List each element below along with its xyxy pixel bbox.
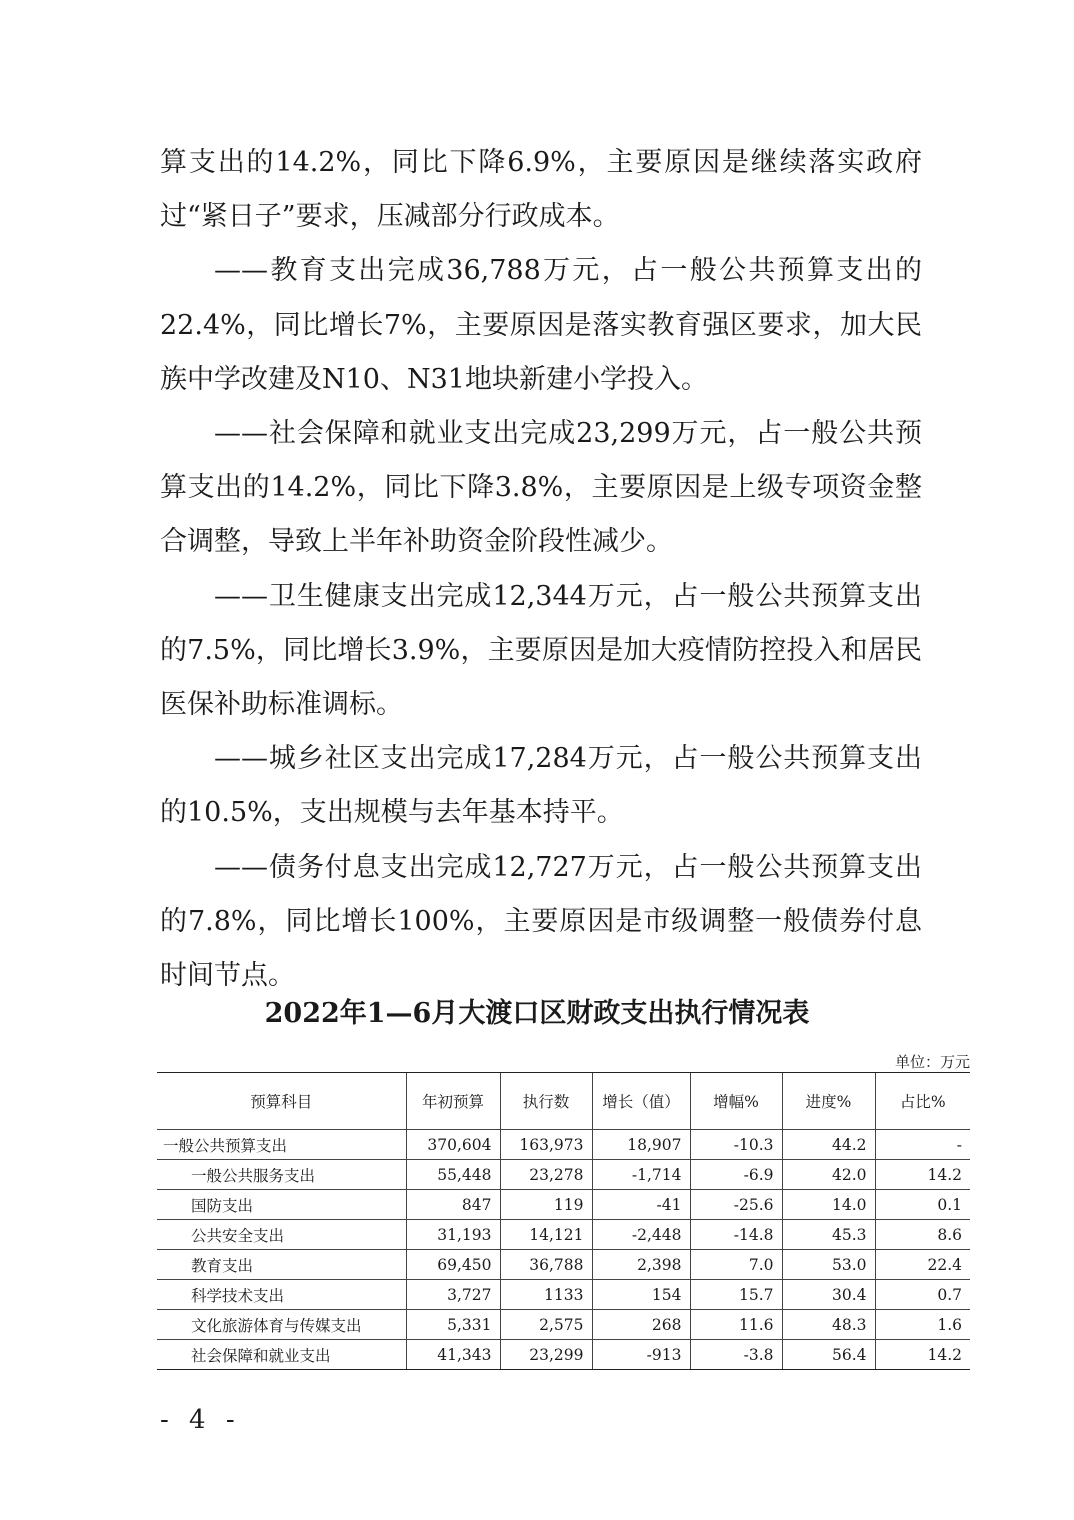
expenditure-table (157, 1072, 970, 1370)
row-progress: 56.4 (782, 1340, 875, 1370)
table-row (157, 1310, 970, 1340)
table-unit: 单位：万元 (894, 1053, 970, 1071)
row-budget: 41,343 (406, 1340, 500, 1370)
table-row (157, 1220, 970, 1250)
header-growth: 增长（值） (592, 1073, 690, 1130)
row-share: 1.6 (875, 1310, 970, 1340)
row-share: 8.6 (875, 1220, 970, 1250)
row-rate: 15.7 (690, 1280, 782, 1310)
paragraph: 算支出的14.2%，同比下降6.9%，主要原因是继续落实政府过“紧日子”要求，压减部分行政成本。 (160, 147, 922, 233)
header-rate: 增幅% (690, 1073, 782, 1130)
header-budget: 年初预算 (406, 1073, 500, 1130)
header-progress: 进度% (782, 1073, 875, 1130)
paragraph-health: ——卫生健康支出完成12,344万元，占一般公共预算支出的7.5%，同比增长3.9%，主要原因是加大疫情防控投入和居民医保补助标准调标。 (160, 580, 922, 721)
row-name: 国防支出 (157, 1190, 406, 1220)
row-actual: 119 (500, 1190, 592, 1220)
row-progress: 30.4 (782, 1280, 875, 1310)
row-rate: -3.8 (690, 1340, 782, 1370)
table-row (157, 1190, 970, 1220)
row-rate: -10.3 (690, 1130, 782, 1160)
row-name: 文化旅游体育与传媒支出 (157, 1310, 406, 1340)
row-rate: 11.6 (690, 1310, 782, 1340)
row-actual: 1133 (500, 1280, 592, 1310)
row-name: 科学技术支出 (157, 1280, 406, 1310)
table-row (157, 1160, 970, 1190)
row-rate: 7.0 (690, 1250, 782, 1280)
row-progress: 45.3 (782, 1220, 875, 1250)
paragraph-urban-rural: ——城乡社区支出完成17,284万元，占一般公共预算支出的10.5%，支出规模与去年基本持平。 (160, 743, 922, 829)
row-rate: -14.8 (690, 1220, 782, 1250)
row-progress: 42.0 (782, 1160, 875, 1190)
row-growth: 268 (592, 1310, 690, 1340)
table-row (157, 1340, 970, 1370)
paragraph-social-security: ——社会保障和就业支出完成23,299万元，占一般公共预算支出的14.2%，同比下降3.8%，主要原因是上级专项资金整合调整，导致上半年补助资金阶段性减少。 (160, 418, 922, 558)
table-row (157, 1250, 970, 1280)
row-growth: -1,714 (592, 1160, 690, 1190)
table-body (157, 1130, 970, 1370)
row-progress: 14.0 (782, 1190, 875, 1220)
row-name: 教育支出 (157, 1250, 406, 1280)
row-rate: -25.6 (690, 1190, 782, 1220)
row-name: 社会保障和就业支出 (157, 1340, 406, 1370)
row-actual: 14,121 (500, 1220, 592, 1250)
row-progress: 53.0 (782, 1250, 875, 1280)
row-budget: 370,604 (406, 1130, 500, 1160)
row-progress: 44.2 (782, 1130, 875, 1160)
row-growth: -41 (592, 1190, 690, 1220)
row-share: 14.2 (875, 1340, 970, 1370)
row-share: - (875, 1130, 970, 1160)
row-budget: 5,331 (406, 1310, 500, 1340)
row-share: 14.2 (875, 1160, 970, 1190)
row-rate: -6.9 (690, 1160, 782, 1190)
row-share: 22.4 (875, 1250, 970, 1280)
table-title: 2022年1—6月大渡口区财政支出执行情况表 (264, 998, 810, 1029)
row-actual: 2,575 (500, 1310, 592, 1340)
header-actual: 执行数 (500, 1073, 592, 1130)
row-growth: -2,448 (592, 1220, 690, 1250)
row-share: 0.1 (875, 1190, 970, 1220)
row-budget: 55,448 (406, 1160, 500, 1190)
row-actual: 23,299 (500, 1340, 592, 1370)
row-actual: 23,278 (500, 1160, 592, 1190)
header-category: 预算科目 (157, 1073, 406, 1130)
table-header-row (157, 1073, 970, 1130)
paragraph-education: ——教育支出完成36,788万元，占一般公共预算支出的22.4%，同比增长7%，主要原因是落实教育强区要求，加大民族中学改建及N10、N31地块新建小学投入。 (160, 255, 922, 395)
row-name: 公共安全支出 (157, 1220, 406, 1250)
table-row (157, 1130, 970, 1160)
row-growth: -913 (592, 1340, 690, 1370)
row-share: 0.7 (875, 1280, 970, 1310)
page-number: - 4 - (160, 1405, 241, 1435)
row-growth: 154 (592, 1280, 690, 1310)
row-budget: 847 (406, 1190, 500, 1220)
header-share: 占比% (875, 1073, 970, 1130)
row-budget: 3,727 (406, 1280, 500, 1310)
row-budget: 31,193 (406, 1220, 500, 1250)
row-name: 一般公共服务支出 (157, 1160, 406, 1190)
paragraph-debt-interest: ——债务付息支出完成12,727万元，占一般公共预算支出的7.8%，同比增长100%，主要原因是市级调整一般债券付息时间节点。 (160, 851, 922, 992)
row-actual: 163,973 (500, 1130, 592, 1160)
row-growth: 18,907 (592, 1130, 690, 1160)
row-growth: 2,398 (592, 1250, 690, 1280)
row-actual: 36,788 (500, 1250, 592, 1280)
row-budget: 69,450 (406, 1250, 500, 1280)
row-name: 一般公共预算支出 (157, 1130, 406, 1160)
table-row (157, 1280, 970, 1310)
body-text (160, 136, 922, 1003)
row-progress: 48.3 (782, 1310, 875, 1340)
